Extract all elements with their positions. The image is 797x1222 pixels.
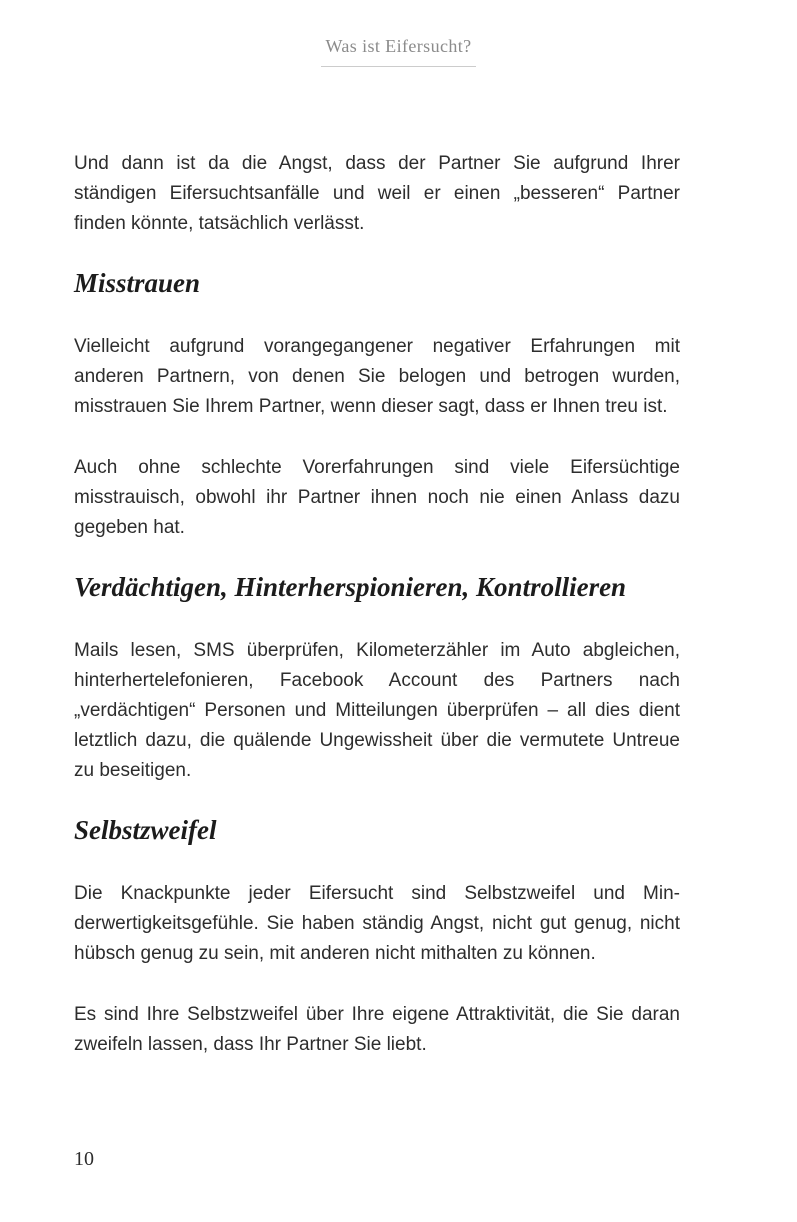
page-content [0, 149, 797, 1060]
page-number: 10 [74, 1148, 94, 1170]
body-paragraph: Und dann ist da die Angst, dass der Partner Sie aufgrund Ihrer ständigen Eifersuchtsanfälle und weil er einen „besseren“ Partner finden könnte, tatsächlich verlässt. [74, 153, 680, 234]
section-heading: Selbstzweifel [74, 815, 217, 845]
running-header [0, 36, 797, 67]
body-paragraph: Auch ohne schlechte Vorerfahrungen sind viele Eifersüchtige misstrauisch, obwohl ihr Partner ihnen noch nie einen Anlass dazu gegeben hat. [74, 457, 680, 538]
body-paragraph: Die Knackpunkte jeder Eifersucht sind Selbstzweifel und Minderwertigkeitsgefühle. Sie haben ständig Angst, nicht gut genug, nicht hübsch genug zu sein, mit anderen nicht mithalten zu können. [74, 883, 680, 964]
section-heading: Misstrauen [74, 268, 201, 298]
running-header-title: Was ist Eifersucht? [321, 36, 475, 67]
section-heading: Verdächtigen, Hinterherspionieren, Kontrollieren [74, 572, 627, 602]
body-paragraph: Mails lesen, SMS überprüfen, Kilometerzähler im Auto abgleichen, hinterhertelefonieren, Facebook Account des Partners nach „verdächtigen“ Personen und Mitteilungen überprüfen – all dies dient letztlich dazu, die quälende Ungewissheit über die vermutete Untreue zu beseitigen. [74, 640, 680, 781]
body-paragraph: Es sind Ihre Selbstzweifel über Ihre eigene Attraktivität, die Sie daran zweifeln lassen, dass Ihr Partner Sie liebt. [74, 1004, 680, 1055]
body-paragraph: Vielleicht aufgrund vorangegangener negativer Erfahrungen mit anderen Partnern, von denen Sie belogen und betrogen wurden, misstrauen Sie Ihrem Partner, wenn dieser sagt, dass er Ihnen treu ist. [74, 336, 680, 417]
